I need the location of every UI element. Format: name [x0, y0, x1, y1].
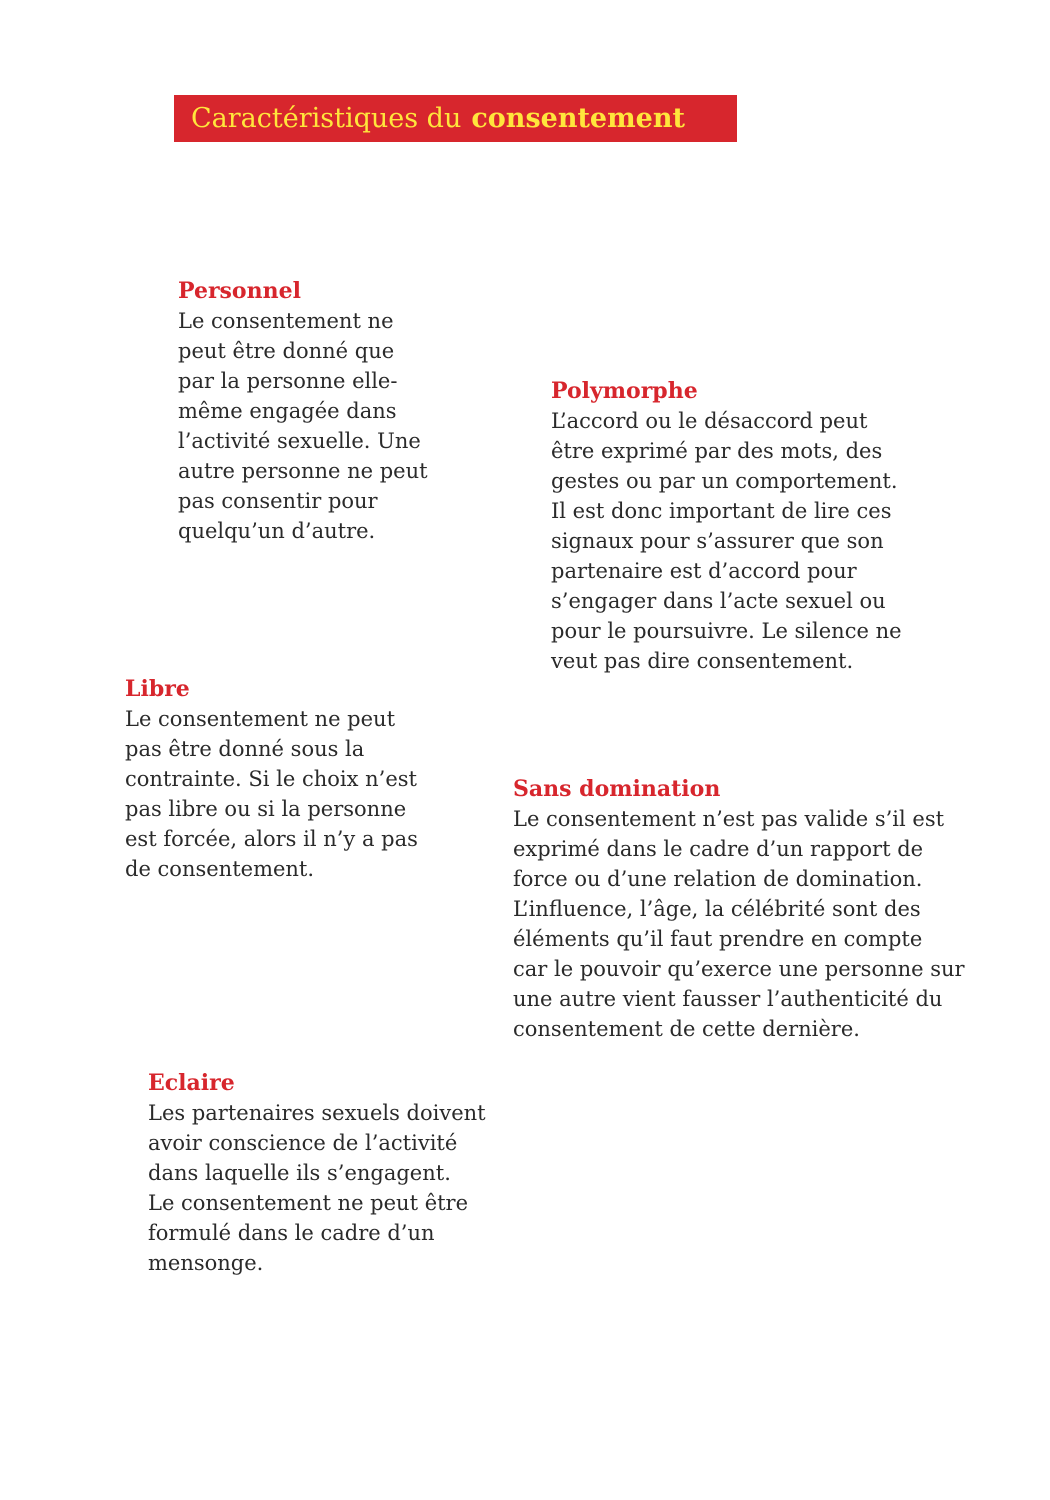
- body-line: l’activité sexuelle. Une: [178, 429, 421, 453]
- section-heading: Eclaire: [148, 1070, 235, 1096]
- body-line: Le consentement ne: [178, 309, 394, 333]
- body-line: peut être donné que: [178, 339, 395, 363]
- body-line: par la personne elle-: [178, 369, 398, 393]
- body-line: mensonge.: [148, 1251, 264, 1275]
- body-line: Les partenaires sexuels doivent: [148, 1101, 486, 1125]
- title-highlight: consentement: [471, 103, 685, 134]
- section-body: [125, 704, 418, 884]
- section-eclaire: [148, 1068, 486, 1278]
- section-body: [178, 306, 428, 546]
- body-line: Il est donc important de lire ces: [551, 499, 892, 523]
- body-line: autre personne ne peut: [178, 459, 428, 483]
- body-line: avoir conscience de l’activité: [148, 1131, 458, 1155]
- section-libre: [125, 674, 418, 884]
- body-line: une autre vient fausser l’authenticité du: [513, 987, 943, 1011]
- body-line: veut pas dire consentement.: [551, 649, 854, 673]
- section-heading: Personnel: [178, 278, 301, 304]
- body-line: Le consentement n’est pas valide s’il est: [513, 807, 945, 831]
- body-line: consentement de cette dernière.: [513, 1017, 860, 1041]
- section-body: [148, 1098, 486, 1278]
- body-line: formulé dans le cadre d’un: [148, 1221, 435, 1245]
- section-heading: Libre: [125, 676, 190, 702]
- body-line: Le consentement ne peut être: [148, 1191, 469, 1215]
- body-line: exprimé dans le cadre d’un rapport de: [513, 837, 924, 861]
- body-line: L’influence, l’âge, la célébrité sont des: [513, 897, 921, 921]
- section-sans-domination: [513, 774, 965, 1044]
- body-line: pas libre ou si la personne: [125, 797, 407, 821]
- title-banner: [174, 95, 737, 142]
- section-heading: Polymorphe: [551, 378, 698, 404]
- body-line: de consentement.: [125, 857, 315, 881]
- body-line: pas consentir pour: [178, 489, 378, 513]
- body-line: être exprimé par des mots, des: [551, 439, 883, 463]
- title-prefix: Caractéristiques du: [191, 103, 462, 134]
- body-line: pour le poursuivre. Le silence ne: [551, 619, 902, 643]
- body-line: partenaire est d’accord pour: [551, 559, 857, 583]
- body-line: dans laquelle ils s’engagent.: [148, 1161, 451, 1185]
- body-line: L’accord ou le désaccord peut: [551, 409, 868, 433]
- body-line: même engagée dans: [178, 399, 397, 423]
- body-line: Le consentement ne peut: [125, 707, 396, 731]
- body-line: contrainte. Si le choix n’est: [125, 767, 417, 791]
- section-body: [551, 406, 902, 676]
- body-line: gestes ou par un comportement.: [551, 469, 898, 493]
- body-line: s’engager dans l’acte sexuel ou: [551, 589, 886, 613]
- body-line: pas être donné sous la: [125, 737, 365, 761]
- body-line: signaux pour s’assurer que son: [551, 529, 884, 553]
- section-heading: Sans domination: [513, 776, 721, 802]
- body-line: éléments qu’il faut prendre en compte: [513, 927, 923, 951]
- body-line: est forcée, alors il n’y a pas: [125, 827, 418, 851]
- section-polymorphe: [551, 376, 902, 676]
- body-line: quelqu’un d’autre.: [178, 519, 376, 543]
- body-line: car le pouvoir qu’exerce une personne sur: [513, 957, 965, 981]
- section-personnel: [178, 276, 428, 546]
- section-body: [513, 804, 965, 1044]
- body-line: force ou d’une relation de domination.: [513, 867, 923, 891]
